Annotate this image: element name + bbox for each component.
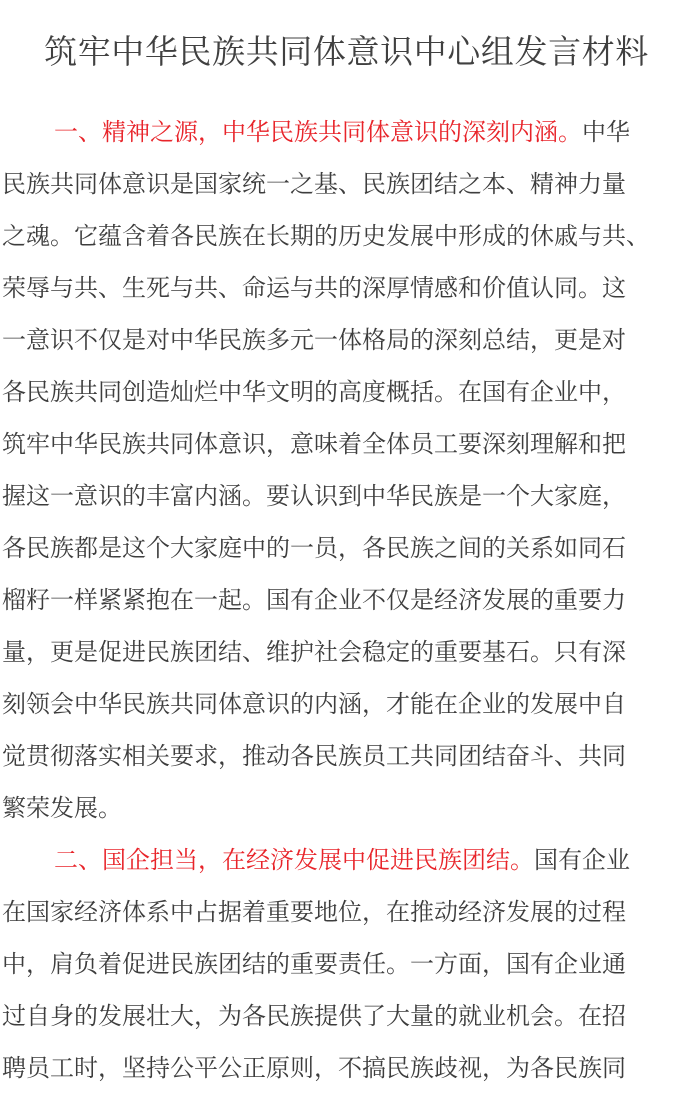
paragraph-text: 聘员工时，坚持公平公正原则，不搞民族歧视，为各民族同	[2, 1054, 626, 1082]
paragraph-line	[2, 366, 688, 418]
paragraph-text: 民族共同体意识是国家统一之基、民族团结之本、精神力量	[2, 170, 626, 198]
paragraph-text: 各民族共同创造灿烂中华文明的高度概括。在国有企业中，	[2, 378, 626, 406]
paragraph-line	[2, 834, 688, 886]
paragraph-text: 繁荣发展。	[2, 794, 122, 822]
paragraph-line	[2, 626, 688, 678]
paragraph-text: 一意识不仅是对中华民族多元一体格局的深刻总结，更是对	[2, 326, 626, 354]
paragraph-line	[2, 158, 688, 210]
paragraph-text: 各民族都是这个大家庭中的一员，各民族之间的关系如同石	[2, 534, 626, 562]
paragraph-line	[2, 938, 688, 990]
document-body	[2, 106, 688, 1094]
paragraph-line	[2, 262, 688, 314]
paragraph-text: 国有企业	[534, 846, 630, 874]
paragraph-text: 中华	[582, 118, 630, 146]
paragraph-text: 中，肩负着促进民族团结的重要责任。一方面，国有企业通	[2, 950, 626, 978]
paragraph-line	[2, 470, 688, 522]
paragraph-text: 觉贯彻落实相关要求，推动各民族员工共同团结奋斗、共同	[2, 742, 626, 770]
paragraph-line	[2, 418, 688, 470]
paragraph-line	[2, 574, 688, 626]
paragraph-text: 量，更是促进民族团结、维护社会稳定的重要基石。只有深	[2, 638, 626, 666]
paragraph-text: 握这一意识的丰富内涵。要认识到中华民族是一个大家庭，	[2, 482, 626, 510]
paragraph-line	[2, 886, 688, 938]
paragraph-text: 榴籽一样紧紧抱在一起。国有企业不仅是经济发展的重要力	[2, 586, 626, 614]
paragraph-text: 过自身的发展壮大，为各民族提供了大量的就业机会。在招	[2, 1002, 626, 1030]
paragraph-text: 荣辱与共、生死与共、命运与共的深厚情感和价值认同。这	[2, 274, 626, 302]
paragraph-text: 之魂。它蕴含着各民族在长期的历史发展中形成的休戚与共、	[2, 222, 650, 250]
paragraph-line	[2, 782, 688, 834]
paragraph-text: 刻领会中华民族共同体意识的内涵，才能在企业的发展中自	[2, 690, 626, 718]
paragraph-line	[2, 106, 688, 158]
paragraph-line	[2, 1042, 688, 1094]
paragraph-line	[2, 522, 688, 574]
paragraph-text: 筑牢中华民族共同体意识，意味着全体员工要深刻理解和把	[2, 430, 626, 458]
section-heading-1: 一、精神之源，中华民族共同体意识的深刻内涵。	[54, 118, 582, 146]
paragraph-line	[2, 314, 688, 366]
paragraph-line	[2, 210, 688, 262]
document-title: 筑牢中华民族共同体意识中心组发言材料	[44, 32, 649, 71]
paragraph-text: 在国家经济体系中占据着重要地位，在推动经济发展的过程	[2, 898, 626, 926]
section-heading-2: 二、国企担当，在经济发展中促进民族团结。	[54, 846, 534, 874]
paragraph-line	[2, 990, 688, 1042]
paragraph-line	[2, 730, 688, 782]
paragraph-line	[2, 678, 688, 730]
